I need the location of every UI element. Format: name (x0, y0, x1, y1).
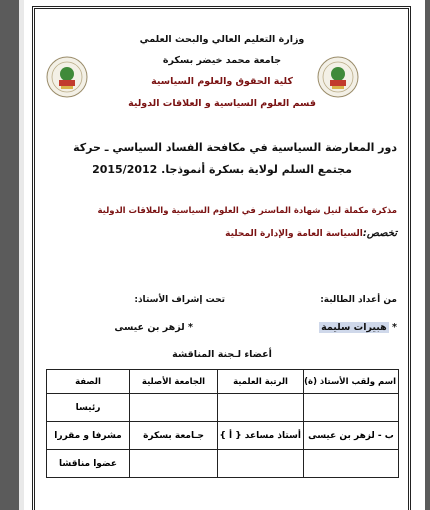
header-cell-role: الصفة (47, 370, 130, 394)
table-cell: جـامعة بسكرة (130, 422, 218, 450)
memo-description: مذكرة مكملة لنيل شهادة الماستر في العلوم السياسية والعلاقات الدولية (97, 206, 397, 216)
supervisor-name: * لزهر بن عيسى (114, 322, 193, 333)
document-page (19, 0, 425, 510)
table-cell: ب - لزهر بن عيسى (304, 422, 399, 450)
table-cell: عضوا مناقشا (47, 450, 130, 478)
specialty-label: تخصص: (362, 228, 397, 239)
table-row (47, 394, 399, 422)
university-name: جامعة محمد خيضر بسكرة (162, 55, 282, 66)
department-name: قسم العلوم السياسية و العلاقات الدولية (128, 98, 316, 109)
header-cell-rank: الرتبة العلمية (218, 370, 304, 394)
table-header-row (47, 370, 399, 394)
table-row (47, 450, 399, 478)
supervisor-label: تحت إشراف الأستاذ: (134, 295, 225, 305)
specialty-value: السياسة العامة والإدارة المحلية (225, 229, 363, 239)
student-label: من أعداد الطالبة: (320, 295, 397, 305)
table-cell: أستاذ مساعد { أ } (218, 422, 304, 450)
header-cell-university: الجامعة الأصلية (130, 370, 218, 394)
table-cell (304, 450, 399, 478)
committee-table (46, 369, 399, 478)
student-name: هبيرات سليمة (321, 322, 387, 333)
thesis-title-line2: مجتمع السلم لولاية بسكرة أنموذجا. 2015/2012 (92, 163, 352, 176)
thesis-title-line1: دور المعارضة السياسية في مكافحة الفساد السياسي ـ حركة (73, 141, 397, 154)
student-entry (319, 322, 397, 333)
faculty-name: كلية الحقوق والعلوم السياسية (151, 76, 293, 87)
table-cell (218, 450, 304, 478)
ministry-name: وزارة التعليم العالي والبحث العلمي (139, 34, 305, 45)
specialty (225, 228, 397, 239)
table-cell (130, 394, 218, 422)
student-bullet: * (392, 322, 397, 333)
committee-title: أعضاء لـجنة المناقشة (172, 349, 272, 360)
table-cell (218, 394, 304, 422)
table-cell (130, 450, 218, 478)
table-cell (304, 394, 399, 422)
table-cell: رئيسا (47, 394, 130, 422)
table-row (47, 422, 399, 450)
table-cell: مشرفا و مقررا (47, 422, 130, 450)
header-cell-name: اسم ولقب الأستاذ (ة) (304, 370, 399, 394)
